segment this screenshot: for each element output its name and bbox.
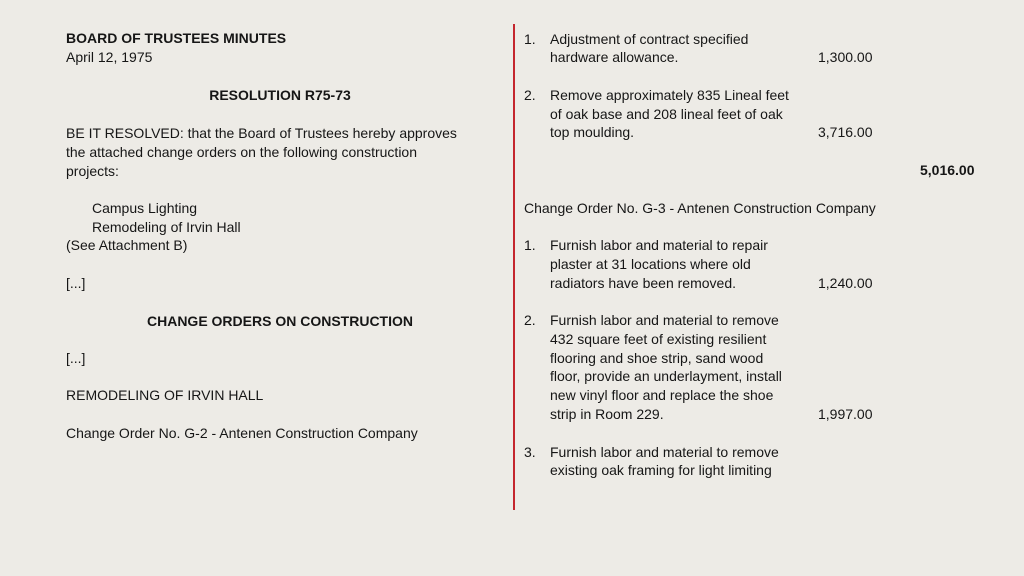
item-text-line: Adjustment of contract specified xyxy=(550,31,749,47)
item-text-line: hardware allowance. xyxy=(550,49,679,65)
item-text-line: plaster at 31 locations where old xyxy=(550,256,751,272)
item-number: 2. xyxy=(524,312,536,328)
item-text-line: Furnish labor and material to remove xyxy=(550,312,779,328)
ellipsis: [...] xyxy=(66,275,86,291)
resolved-line-2: the attached change orders on the following construction xyxy=(66,144,418,160)
item-amount: 1,997.00 xyxy=(818,406,873,422)
ellipsis: [...] xyxy=(66,350,86,366)
item-text-line: radiators have been removed. xyxy=(550,275,736,291)
change-order-g3-title: Change Order No. G-3 - Antenen Construction Company xyxy=(524,200,876,216)
item-text-line: Remove approximately 835 Lineal feet xyxy=(550,87,789,103)
resolved-line-3: projects: xyxy=(66,163,119,179)
item-number: 2. xyxy=(524,87,536,103)
item-text-line: 432 square feet of existing resilient xyxy=(550,331,767,347)
meeting-date: April 12, 1975 xyxy=(66,49,153,65)
resolved-line-1: BE IT RESOLVED: that the Board of Trustees hereby approves xyxy=(66,125,457,141)
item-text-line: Furnish labor and material to repair xyxy=(550,237,768,253)
change-order-g2-title: Change Order No. G-2 - Antenen Construction Company xyxy=(66,425,418,441)
item-text-line: top moulding. xyxy=(550,124,635,140)
item-amount: 1,300.00 xyxy=(818,49,873,65)
resolution-title: RESOLUTION R75-73 xyxy=(209,87,351,103)
item-amount: 1,240.00 xyxy=(818,275,873,291)
item-text-line: strip in Room 229. xyxy=(550,406,664,422)
column-divider xyxy=(513,24,515,510)
change-orders-heading: CHANGE ORDERS ON CONSTRUCTION xyxy=(146,313,413,329)
g2-total: 5,016.00 xyxy=(920,162,975,178)
item-number: 1. xyxy=(524,31,536,47)
remodeling-heading: REMODELING OF IRVIN HALL xyxy=(66,387,264,403)
item-text-line: flooring and shoe strip, sand wood xyxy=(550,350,764,366)
item-text-line: existing oak framing for light limiting xyxy=(550,462,772,478)
item-number: 1. xyxy=(524,237,536,253)
item-text-line: Furnish labor and material to remove xyxy=(550,444,779,460)
header-title: BOARD OF TRUSTEES MINUTES xyxy=(66,30,287,46)
item-text-line: new vinyl floor and replace the shoe xyxy=(550,387,774,403)
item-amount: 3,716.00 xyxy=(818,124,873,140)
project-remodeling-irvin-hall: Remodeling of Irvin Hall xyxy=(92,219,241,235)
item-text-line: floor, provide an underlayment, install xyxy=(550,368,782,384)
project-campus-lighting: Campus Lighting xyxy=(92,200,198,216)
attachment-note: (See Attachment B) xyxy=(66,237,188,253)
item-text-line: of oak base and 208 lineal feet of oak xyxy=(550,106,783,122)
item-number: 3. xyxy=(524,444,536,460)
